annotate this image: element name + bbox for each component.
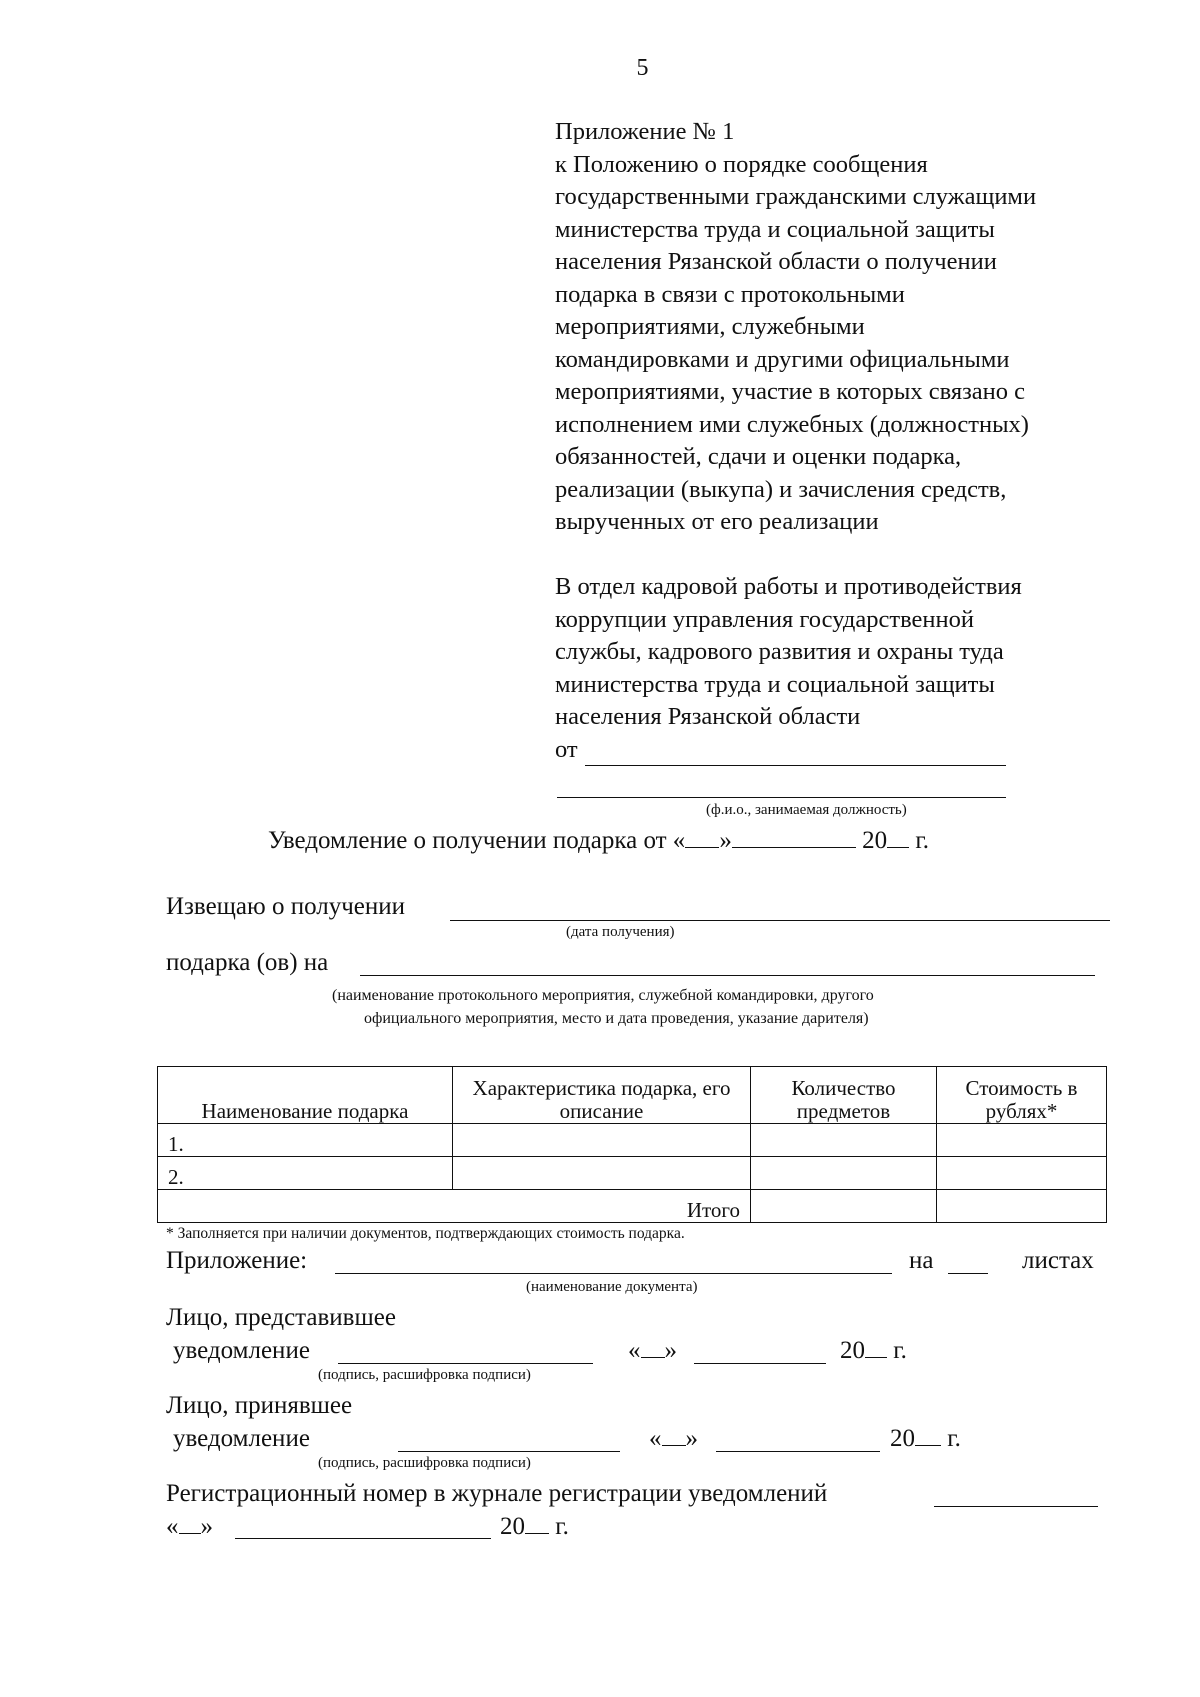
table-cell[interactable] — [751, 1124, 937, 1157]
attachment-on: на — [909, 1247, 934, 1274]
appendix-line: исполнением ими служебных (должностных) — [555, 410, 1029, 438]
appendix-line: реализации (выкупа) и зачисления средств, — [555, 475, 1007, 503]
appendix-line: населения Рязанской области о получении — [555, 248, 997, 275]
receiver-caption: (подпись, расшифровка подписи) — [318, 1455, 531, 1471]
recipient-line: министерства труда и социальной защиты — [555, 670, 995, 698]
appendix-header — [555, 118, 1155, 541]
attachment-caption: (наименование документа) — [526, 1279, 698, 1295]
notify-label: Извещаю о получении — [166, 893, 406, 920]
recipient-line: населения Рязанской области — [555, 703, 861, 730]
appendix-line: министерства труда и социальной защиты — [555, 215, 995, 243]
page-number: 5 — [636, 55, 649, 81]
presenter-line1: Лицо, представившее — [166, 1304, 396, 1331]
appendix-line: Приложение № 1 — [555, 118, 735, 145]
presenter-quote-open: « — [628, 1337, 641, 1364]
sheets-count-field[interactable] — [948, 1273, 988, 1274]
appendix-line: обязанностей, сдачи и оценки подарка, — [555, 443, 962, 470]
presenter-caption: (подпись, расшифровка подписи) — [318, 1367, 531, 1383]
recipient-line: службы, кадрового развития и охраны туда — [555, 638, 1004, 665]
registration-quote-close: » — [200, 1513, 213, 1540]
title-year-suffix: г. — [915, 827, 929, 854]
row-number: 1. — [158, 1124, 453, 1157]
presenter-quote-close: » — [664, 1337, 677, 1364]
recipient-line: коррупции управления государственной — [555, 605, 974, 633]
presenter-year-field[interactable] — [865, 1337, 887, 1358]
registration-label: Регистрационный номер в журнале регистрации уведомлений — [166, 1480, 828, 1507]
table-cell[interactable] — [453, 1124, 751, 1157]
appendix-line: мероприятиями, служебными — [555, 313, 865, 340]
presenter-year-prefix: 20 — [840, 1337, 865, 1364]
footnote: * Заполняется при наличии документов, подтверждающих стоимость подарка. — [166, 1225, 685, 1242]
registration-number-field[interactable] — [934, 1506, 1098, 1507]
presenter-year — [840, 1336, 907, 1366]
gifts-table — [157, 1066, 1107, 1223]
total-label: Итого — [158, 1190, 751, 1223]
appendix-line: командировками и другими официальными — [555, 345, 1010, 373]
table-header-row — [158, 1067, 1107, 1124]
appendix-line: к Положению о порядке сообщения — [555, 150, 928, 178]
event-field[interactable] — [360, 975, 1095, 976]
title-month-field[interactable] — [732, 827, 856, 848]
title-year-prefix: 20 — [862, 827, 888, 854]
registration-year-prefix: 20 — [500, 1513, 525, 1540]
presenter-day-field[interactable] — [641, 1337, 665, 1358]
appendix-line: мероприятиями, участие в которых связано с — [555, 378, 1026, 405]
header-cost: Стоимость в рублях* — [937, 1067, 1107, 1124]
registration-year — [500, 1512, 569, 1542]
table-total-row — [158, 1190, 1107, 1223]
appendix-line: подарка в связи с протокольными — [555, 280, 905, 308]
presenter-date — [628, 1336, 677, 1366]
attachment-field[interactable] — [335, 1273, 892, 1274]
registration-year-field[interactable] — [525, 1513, 549, 1534]
header-gift-name: Наименование подарка — [158, 1067, 453, 1124]
receiver-quote-open: « — [649, 1425, 662, 1452]
from-field-second-line[interactable] — [557, 797, 1006, 798]
table-cell[interactable] — [937, 1157, 1107, 1190]
from-label: от — [555, 735, 578, 763]
table-cell[interactable] — [937, 1124, 1107, 1157]
from-caption: (ф.и.о., занимаемая должность) — [706, 802, 907, 818]
event-caption-1: (наименование протокольного мероприятия, служебной командировки, другого — [332, 987, 874, 1004]
title-day-field[interactable] — [685, 827, 719, 848]
receiver-year-prefix: 20 — [890, 1425, 915, 1452]
receipt-date-caption: (дата получения) — [566, 924, 675, 940]
event-caption-2: официального мероприятия, место и дата проведения, указание дарителя) — [364, 1010, 869, 1027]
registration-date — [166, 1512, 213, 1542]
total-quantity-cell[interactable] — [751, 1190, 937, 1223]
presenter-month-field[interactable] — [694, 1363, 826, 1364]
appendix-line: государственными гражданскими служащими — [555, 183, 1037, 210]
receiver-quote-close: » — [685, 1425, 698, 1452]
presenter-year-suffix: г. — [893, 1337, 907, 1364]
header-quantity: Количество предметов — [751, 1067, 937, 1124]
from-field[interactable] — [585, 765, 1006, 766]
attachment-label: Приложение: — [166, 1247, 308, 1274]
receiver-year-suffix: г. — [947, 1425, 961, 1452]
presenter-line2: уведомление — [173, 1337, 310, 1364]
appendix-line: вырученных от его реализации — [555, 508, 879, 535]
attachment-sheets: листах — [1022, 1247, 1094, 1274]
recipient-block — [555, 573, 1155, 768]
receiver-year — [890, 1424, 961, 1454]
receiver-line2: уведомление — [173, 1425, 310, 1452]
receiver-year-field[interactable] — [915, 1425, 941, 1446]
header-gift-description: Характеристика подарка, его описание — [453, 1067, 751, 1124]
registration-day-field[interactable] — [179, 1513, 201, 1534]
table-cell[interactable] — [751, 1157, 937, 1190]
gift-label: подарка (ов) на — [166, 949, 329, 976]
table-cell[interactable] — [453, 1157, 751, 1190]
registration-quote-open: « — [166, 1513, 179, 1540]
presenter-signature-field[interactable] — [338, 1363, 593, 1364]
receiver-date — [649, 1424, 698, 1454]
registration-month-field[interactable] — [235, 1538, 491, 1539]
row-number: 2. — [158, 1157, 453, 1190]
recipient-line: В отдел кадровой работы и противодействия — [555, 573, 1022, 600]
title-year-field[interactable] — [887, 827, 909, 848]
title-quote-close: » — [719, 827, 732, 854]
total-cost-cell[interactable] — [937, 1190, 1107, 1223]
receiver-day-field[interactable] — [662, 1425, 686, 1446]
receiver-line1: Лицо, принявшее — [166, 1392, 353, 1419]
receiver-signature-field[interactable] — [398, 1451, 620, 1452]
registration-year-suffix: г. — [555, 1513, 569, 1540]
receipt-date-field[interactable] — [450, 920, 1110, 921]
title-text: Уведомление о получении подарка от « — [268, 827, 686, 854]
notification-title — [268, 826, 929, 856]
table-row — [158, 1157, 1107, 1190]
receiver-month-field[interactable] — [716, 1451, 880, 1452]
table-row — [158, 1124, 1107, 1157]
